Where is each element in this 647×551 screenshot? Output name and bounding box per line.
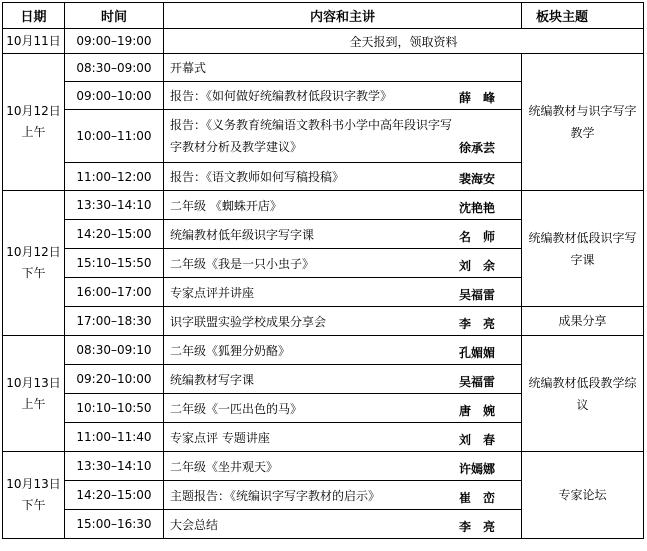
row-content: 二年级《我是一只小虫子》 [170,256,315,271]
row-time: 13:30–14:10 [65,452,164,481]
session-date-cell [3,452,65,539]
row-content: 专家点评并讲座 [170,285,255,300]
header-row [3,3,644,29]
row-content: 二年级 《蜘蛛开店》 [170,198,282,213]
row-time: 09:20–10:00 [65,365,164,394]
row-speaker: 唐 婉 [458,404,495,418]
row-content-cell [164,336,522,365]
session-date-cell [3,191,65,336]
row-content-cell [164,220,522,249]
row-content-cell [164,278,522,307]
header-date: 日期 [3,3,65,29]
row-content: 二年级《坐井观天》 [170,459,279,474]
row-content: 二年级《一匹出色的马》 [170,401,303,416]
row-speaker: 刘 春 [458,433,495,447]
row-content: 统编教材低年级识字写字课 [170,227,315,242]
session-period: 下午 [21,498,46,512]
row-content-cell [164,510,522,539]
row-content-cell [164,394,522,423]
table-row [3,452,644,481]
row-time: 10:00–11:00 [65,110,164,163]
row-content-cell [164,54,522,82]
header-time: 时间 [65,3,164,29]
table-row [3,336,644,365]
row-time: 08:30–09:00 [65,54,164,82]
row-speaker: 裴海安 [458,172,495,186]
row-speaker: 薛 峰 [458,91,495,105]
row-time: 09:00–10:00 [65,82,164,110]
row-time: 10:10–10:50 [65,394,164,423]
row-content-cell [164,249,522,278]
row-content-cell [164,365,522,394]
row-time: 15:00–16:30 [65,510,164,539]
session-topic: 统编教材低段教学综议 [522,336,644,452]
session-date-cell [3,54,65,191]
row-time: 17:00–18:30 [65,307,164,336]
registration-time: 09:00–19:00 [65,29,164,54]
schedule-table [2,2,644,539]
row-speaker: 许嫣娜 [458,462,495,476]
row-speaker: 吴福雷 [458,375,495,389]
row-speaker: 崔 峦 [458,491,495,505]
row-content: 报告：《义务教育统编语文教科书小学中高年段识字写字教材分析及教学建议》 [170,118,453,154]
row-content: 报告：《语文教师如何写稿投稿》 [170,170,345,184]
session-period: 上午 [21,125,46,139]
session-topic: 统编教材与识字写字教学 [522,54,644,191]
row-speaker: 李 亮 [458,520,495,534]
row-time: 16:00–17:00 [65,278,164,307]
row-content: 大会总结 [170,517,219,532]
row-content: 主题报告：《统编识字写字教材的启示》 [170,488,381,503]
row-time: 11:00–11:40 [65,423,164,452]
row-time: 13:30–14:10 [65,191,164,220]
row-content: 开幕式 [170,61,207,75]
row-time: 14:20–15:00 [65,481,164,510]
registration-date: 10月11日 [3,29,65,54]
row-time: 11:00–12:00 [65,163,164,191]
header-topic: 板块主题 [522,3,644,29]
row-speaker: 名 师 [458,230,495,244]
session-topic: 统编教材低段识字写字课 [522,191,644,307]
row-time: 14:20–15:00 [65,220,164,249]
session-topic: 专家论坛 [522,452,644,539]
session-date-cell [3,336,65,452]
row-content: 专家点评 专题讲座 [170,430,270,445]
row-time: 08:30–09:10 [65,336,164,365]
session-date: 10月13日 [6,477,61,491]
row-content-cell [164,163,522,191]
table-row [3,307,644,336]
row-content: 二年级《狐狸分奶酪》 [170,343,291,358]
row-speaker: 孔媚媚 [458,346,495,360]
session-date: 10月13日 [6,375,61,390]
row-content-cell [164,423,522,452]
table-row [3,191,644,220]
row-content-cell [164,191,522,220]
session-period: 上午 [21,396,46,411]
row-content: 统编教材写字课 [170,372,255,387]
row-speaker: 吴福雷 [458,288,495,302]
row-content: 识字联盟实验学校成果分享会 [170,314,327,329]
table-row [3,54,644,82]
row-speaker: 沈艳艳 [458,201,495,215]
session-period: 下午 [21,266,46,280]
row-speaker: 徐承芸 [458,141,495,155]
row-content-cell [164,481,522,510]
session-topic-secondary: 成果分享 [522,307,644,336]
row-content-cell [164,307,522,336]
row-content-cell [164,110,522,163]
row-speaker: 李 亮 [458,317,495,331]
header-content: 内容和主讲 [164,3,522,29]
registration-row [3,29,644,54]
session-date: 10月12日 [6,104,61,118]
row-content: 报告：《如何做好统编教材低段识字教学》 [170,89,393,103]
row-time: 15:10–15:50 [65,249,164,278]
row-content-cell [164,82,522,110]
session-date: 10月12日 [6,245,61,259]
row-speaker: 刘 余 [458,259,495,273]
registration-content: 全天报到，领取资料 [164,29,644,54]
row-content-cell [164,452,522,481]
